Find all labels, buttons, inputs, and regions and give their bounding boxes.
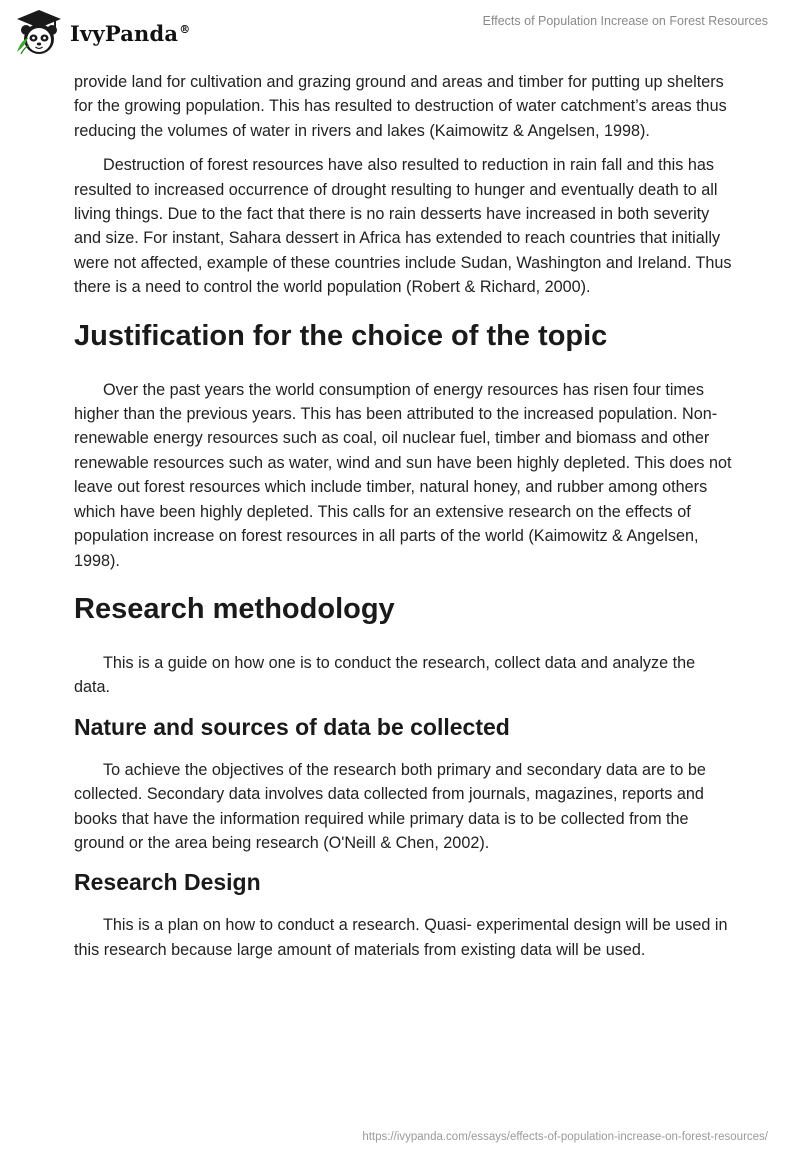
page-header: [0, 0, 800, 70]
panda-logo-icon: [14, 8, 64, 58]
paragraph-justification: Over the past years the world consumption of energy resources has risen four times higher than the previous years. This has been attributed to the increased population. Non- renewable energy resources such as coal, oil nuclear fuel, timber and biomass and other renewable resources such as water, wind and sun have been highly depleted. This does not leave out forest resources which include timber, natural honey, and rubber among others which have been highly depleted. This calls for an extensive research on the effects of population increase on forest resources in all parts of the world (Kaimowitz & Angelsen, 1998).: [74, 380, 732, 570]
heading-justification: Justification for the choice of the topic: [74, 319, 608, 352]
heading-research-methodology: Research methodology: [74, 592, 395, 625]
paragraph-research-design: This is a plan on how to conduct a research. Quasi- experimental design will be used in this research because large amount of materials from existing data will be used.: [74, 916, 728, 959]
heading-research-design: Research Design: [74, 869, 261, 896]
ivypanda-logo[interactable]: [14, 8, 190, 58]
paragraph-methodology: This is a guide on how one is to conduct the research, collect data and analyze the data.: [74, 653, 696, 697]
document-title: Effects of Population Increase on Forest Resources: [482, 14, 768, 28]
source-url-link[interactable]: https://ivypanda.com/essays/effects-of-population-increase-on-forest-resources/: [362, 1131, 768, 1143]
paragraph-drought: Destruction of forest resources have also resulted to reduction in rain fall and this has resulted to increased occurrence of drought resulting to hunger and eventually death to all living things. Due to the fact that there is no rain desserts have increased in both severity and size. For instant, Sahara dessert in Africa has extended to reach countries that initially were not affected, example of these countries include Sudan, Washington and Ireland. Thus there is a need to control the world population (Robert & Richard, 2000).: [74, 156, 732, 297]
paragraph-continued: provide land for cultivation and grazing ground and areas and timber for putting up shelters for the growing population. This has resulted to destruction of water catchment’s areas thus reducing the volumes of water in rivers and lakes (Kaimowitz & Angelsen, 1998).: [74, 73, 727, 140]
paragraph-nature-sources: To achieve the objectives of the research both primary and secondary data are to be collected. Secondary data involves data collected from journals, magazines, reports and books that have the information required while primary data is to be collected from the ground or the area being research (O'Neill & Chen, 2002).: [74, 760, 706, 852]
essay-content: [74, 70, 734, 972]
registered-mark: ®: [179, 22, 191, 36]
heading-nature-sources: Nature and sources of data be collected: [74, 713, 510, 740]
logo-wordmark: [70, 21, 190, 46]
logo-name: IvyPanda: [70, 20, 179, 46]
